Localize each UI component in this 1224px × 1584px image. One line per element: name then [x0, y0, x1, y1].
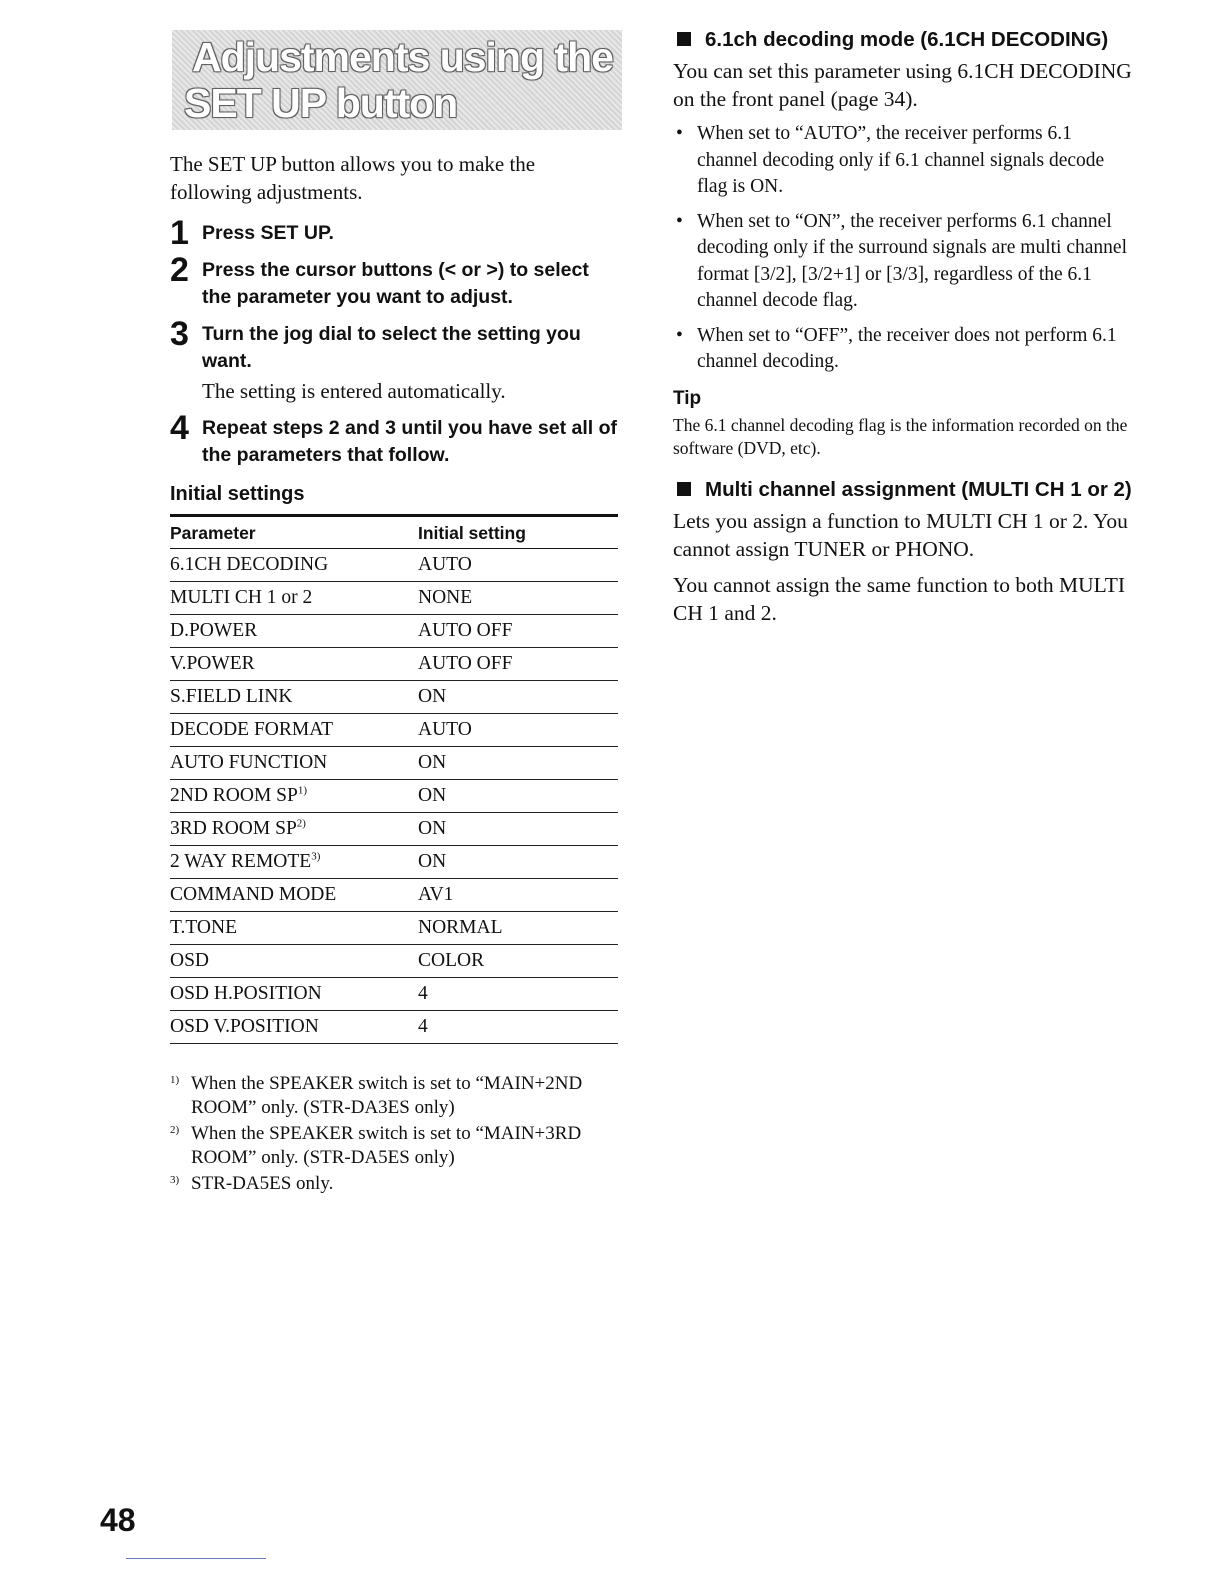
parameter-cell: [170, 978, 418, 1011]
parameter-name: COMMAND MODE: [170, 884, 337, 905]
section-paragraph: You cannot assign the same function to both MULTI CH 1 and 2.: [673, 572, 1126, 625]
step-2: [170, 251, 622, 311]
footnote-reference: 3): [311, 850, 321, 863]
tip-text: The 6.1 channel decoding flag is the information recorded on the software (DVD, etc).: [673, 414, 1128, 458]
parameter-name: T.TONE: [170, 917, 237, 938]
section-paragraph: You can set this parameter using 6.1CH DECODING on the front panel (page 34).: [673, 59, 1132, 111]
step-1: [170, 214, 622, 252]
initial-setting-cell: AUTO OFF: [418, 615, 618, 648]
section-paragraph: Lets you assign a function to MULTI CH 1 or 2. You cannot assign TUNER or PHONO.: [673, 508, 1128, 561]
parameter-name: MULTI CH 1 or 2: [170, 587, 313, 608]
parameter-cell: [170, 648, 418, 681]
table-row: [170, 681, 618, 714]
square-bullet-icon: [677, 482, 691, 496]
bullet-dot-icon: •: [676, 324, 683, 346]
parameter-cell: [170, 945, 418, 978]
parameter-name: 3RD ROOM SP: [170, 818, 297, 839]
tip-label: Tip: [673, 387, 702, 409]
bullet-dot-icon: •: [676, 210, 683, 232]
initial-setting-cell: 4: [418, 978, 618, 1011]
parameter-name: V.POWER: [170, 653, 255, 674]
table-row: [170, 747, 618, 780]
page-number: 48: [100, 1502, 136, 1538]
step-instruction: Turn the jog dial to select the setting you want.: [202, 323, 581, 372]
parameter-name: OSD H.POSITION: [170, 983, 322, 1004]
table-row: [170, 978, 618, 1011]
footnote-reference: 1): [297, 784, 308, 797]
column-header-parameter: Parameter: [170, 516, 418, 549]
list-item-text: When set to “OFF”, the receiver does not perform 6.1 channel decoding.: [697, 324, 1117, 372]
table-row: [170, 714, 618, 747]
table-row: [170, 813, 618, 846]
table-row: [170, 912, 618, 945]
list-item: [673, 121, 1133, 201]
footnote-text: When the SPEAKER switch is set to “MAIN+3RD ROOM” only. (STR-DA5ES only): [191, 1123, 582, 1168]
step-number: 1: [170, 214, 189, 252]
list-item: [673, 209, 1133, 315]
step-instruction: Press SET UP.: [202, 222, 334, 244]
table-row: [170, 582, 618, 615]
initial-setting-cell: ON: [418, 681, 618, 714]
footnote-text: STR-DA5ES only.: [191, 1173, 334, 1194]
initial-setting-cell: AUTO OFF: [418, 648, 618, 681]
parameter-name: 2 WAY REMOTE: [170, 851, 312, 872]
bullet-dot-icon: •: [676, 123, 683, 144]
parameter-cell: [170, 813, 418, 846]
parameter-cell: [170, 714, 418, 747]
footnote-3: [170, 1172, 622, 1196]
section-heading-multi-channel: [673, 476, 1133, 503]
table-row: [170, 1011, 618, 1044]
table-row: [170, 615, 618, 648]
initial-setting-cell: ON: [418, 813, 618, 846]
banner-title-line-2: SET UP button: [184, 80, 458, 126]
table-row: [170, 879, 618, 912]
list-item: [673, 323, 1133, 376]
table-row: [170, 846, 618, 879]
parameter-cell: [170, 912, 418, 945]
step-number: 4: [170, 409, 189, 447]
footnote-mark: 2): [170, 1124, 180, 1136]
initial-setting-cell: AUTO: [418, 714, 618, 747]
initial-setting-cell: ON: [418, 780, 618, 813]
intro-paragraph: The SET UP button allows you to make the following adjustments.: [170, 152, 536, 204]
list-item-text: When set to “AUTO”, the receiver performs 6.1 channel decoding only if 6.1 channel signals decode flag is ON.: [697, 123, 1105, 197]
initial-setting-cell: ON: [418, 747, 618, 780]
parameter-cell: [170, 747, 418, 780]
initial-setting-cell: NORMAL: [418, 912, 618, 945]
step-note: The setting is entered automatically.: [202, 379, 506, 403]
bullet-list: [673, 121, 1133, 376]
column-header-initial-setting: Initial setting: [418, 516, 618, 549]
parameter-name: OSD: [170, 950, 210, 971]
square-bullet-icon: [677, 32, 691, 46]
footnote-2: [170, 1122, 622, 1170]
step-number: 3: [170, 315, 189, 353]
parameter-name: OSD V.POSITION: [170, 1016, 319, 1037]
parameter-name: AUTO FUNCTION: [170, 752, 328, 773]
initial-setting-cell: 4: [418, 1011, 618, 1044]
initial-setting-cell: ON: [418, 846, 618, 879]
initial-setting-cell: COLOR: [418, 945, 618, 978]
footnote-mark: 3): [170, 1174, 180, 1186]
table-row: [170, 780, 618, 813]
table-header-row: [170, 516, 618, 549]
initial-setting-cell: AUTO: [418, 549, 618, 582]
table-row: [170, 549, 618, 582]
section-heading-6-1ch-decoding: [673, 26, 1133, 53]
parameter-name: DECODE FORMAT: [170, 719, 334, 740]
initial-setting-cell: AV1: [418, 879, 618, 912]
initial-settings-heading: Initial settings: [170, 483, 305, 505]
section-heading-text: 6.1ch decoding mode (6.1CH DECODING): [705, 28, 1109, 51]
step-3: [170, 315, 622, 405]
banner-title-line-1: Adjustments using the: [192, 34, 613, 80]
parameter-name: S.FIELD LINK: [170, 686, 293, 707]
parameter-name: 6.1CH DECODING: [170, 554, 329, 575]
parameter-cell: [170, 615, 418, 648]
parameter-cell: [170, 582, 418, 615]
step-4: [170, 409, 622, 469]
section-heading-text: Multi channel assignment (MULTI CH 1 or 2): [705, 477, 1132, 501]
parameter-cell: [170, 846, 418, 879]
right-column: [673, 26, 1133, 635]
initial-settings-table: [170, 514, 618, 1044]
parameter-cell: [170, 549, 418, 582]
page-rule-divider: [126, 1558, 266, 1559]
parameter-name: D.POWER: [170, 620, 258, 641]
footnote-text: When the SPEAKER switch is set to “MAIN+2ND ROOM” only. (STR-DA3ES only): [191, 1073, 583, 1118]
list-item-text: When set to “ON”, the receiver performs 6.1 channel decoding only if the surround signals are multi channel format [3/2], [3/2+1] or [3/3], regardless of the 6.1 channel decode flag.: [697, 210, 1127, 311]
step-instruction: Press the cursor buttons (< or >) to select the parameter you want to adjust.: [202, 259, 589, 308]
table-row: [170, 648, 618, 681]
footnote-reference: 2): [296, 817, 306, 830]
parameter-cell: [170, 1011, 418, 1044]
parameter-cell: [170, 681, 418, 714]
parameter-cell: [170, 780, 418, 813]
initial-setting-cell: NONE: [418, 582, 618, 615]
parameter-name: 2ND ROOM SP: [170, 785, 298, 806]
footnote-1: [170, 1072, 622, 1120]
step-instruction: Repeat steps 2 and 3 until you have set all of the parameters that follow.: [202, 417, 618, 466]
left-column: [170, 150, 622, 1198]
step-number: 2: [170, 251, 189, 289]
parameter-cell: [170, 879, 418, 912]
footnotes: [170, 1072, 622, 1196]
title-banner: [172, 30, 622, 130]
footnote-mark: 1): [170, 1074, 180, 1086]
table-row: [170, 945, 618, 978]
